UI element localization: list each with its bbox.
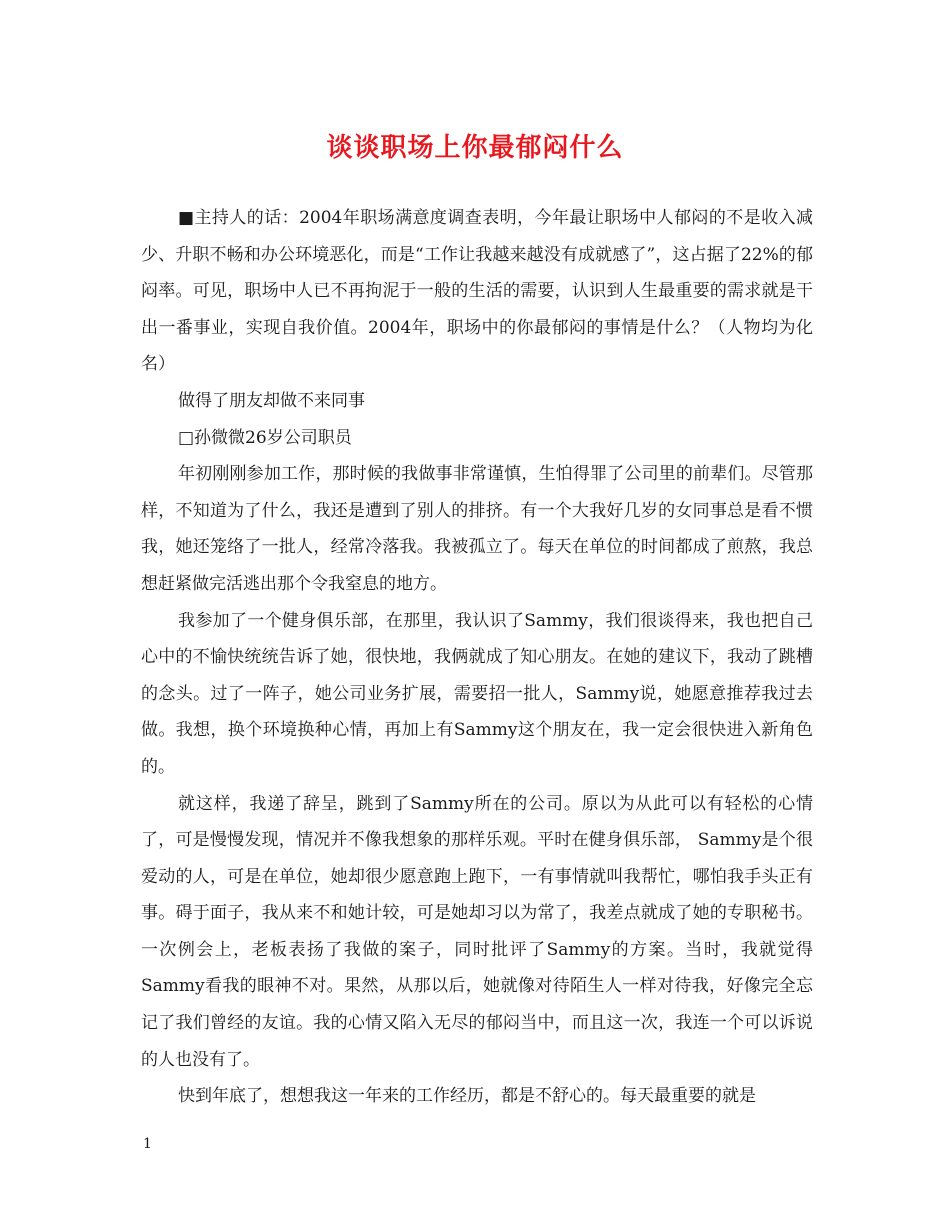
paragraph-body: 就这样，我递了辞呈，跳到了Sammy所在的公司。原以为从此可以有轻松的心情了，可是慢慢发现，情况并不像我想象的那样乐观。平时在健身俱乐部， Sammy是个很爱动的人，可是在单位，她却很少愿意跑上跑下，一有事情就叫我帮忙，哪怕我手头正有事。碍于面子，我从来不和她计较，可是她却习以为常了，我差点就成了她的专职秘书。一次例会上，老板表扬了我做的案子，同时批评了Sammy的方案。当时，我就觉得Sammy看我的眼神不对。果然，从那以后，她就像对待陌生人一样对待我，好像完全忘记了我们曾经的友谊。我的心情又陷入无尽的郁闷当中，而且这一次，我连一个可以诉说的人也没有了。	[141, 793, 813, 1070]
document-title: 谈谈职场上你最郁闷什么	[326, 133, 624, 163]
paragraph-body: 我参加了一个健身俱乐部，在那里，我认识了Sammy，我们很谈得来，我也把自己心中的不愉快统统告诉了她，很快地，我俩就成了知心朋友。在她的建议下，我动了跳槽的念头。过了一阵子，她公司业务扩展，需要招一批人，Sammy说，她愿意推荐我过去做。我想，换个环境换种心情，再加上有Sammy这个朋友在，我一定会很快进入新角色的。	[141, 610, 813, 777]
page-number: 1	[143, 1136, 152, 1152]
paragraph-subheading: 做得了朋友却做不来同事	[178, 390, 365, 411]
paragraph-host-intro: ■主持人的话：2004年职场满意度调查表明，今年最让职场中人郁闷的不是收入减少、升职不畅和办公环境恶化，而是“工作让我越来越没有成就感了”，这占据了22%的郁闷率。可见，职场中人已不再拘泥于一般的生活的需要，认识到人生最重要的需求就是干出一番事业，实现自我价值。2004年，职场中的你最郁闷的事情是什么？（人物均为化名）	[141, 208, 813, 375]
paragraph-body: 年初刚刚参加工作，那时候的我做事非常谨慎，生怕得罪了公司里的前辈们。尽管那样，不知道为了什么，我还是遭到了别人的排挤。有一个大我好几岁的女同事总是看不惯我，她还笼络了一批人，经常冷落我。我被孤立了。每天在单位的时间都成了煎熬，我总想赶紧做完活逃出那个令我窒息的地方。	[141, 464, 813, 594]
paragraph-author: □孙微微26岁公司职员	[178, 427, 352, 448]
paragraph-body: 快到年底了，想想我这一年来的工作经历，都是不舒心的。每天最重要的就是	[178, 1086, 756, 1107]
article-body	[141, 200, 813, 1115]
